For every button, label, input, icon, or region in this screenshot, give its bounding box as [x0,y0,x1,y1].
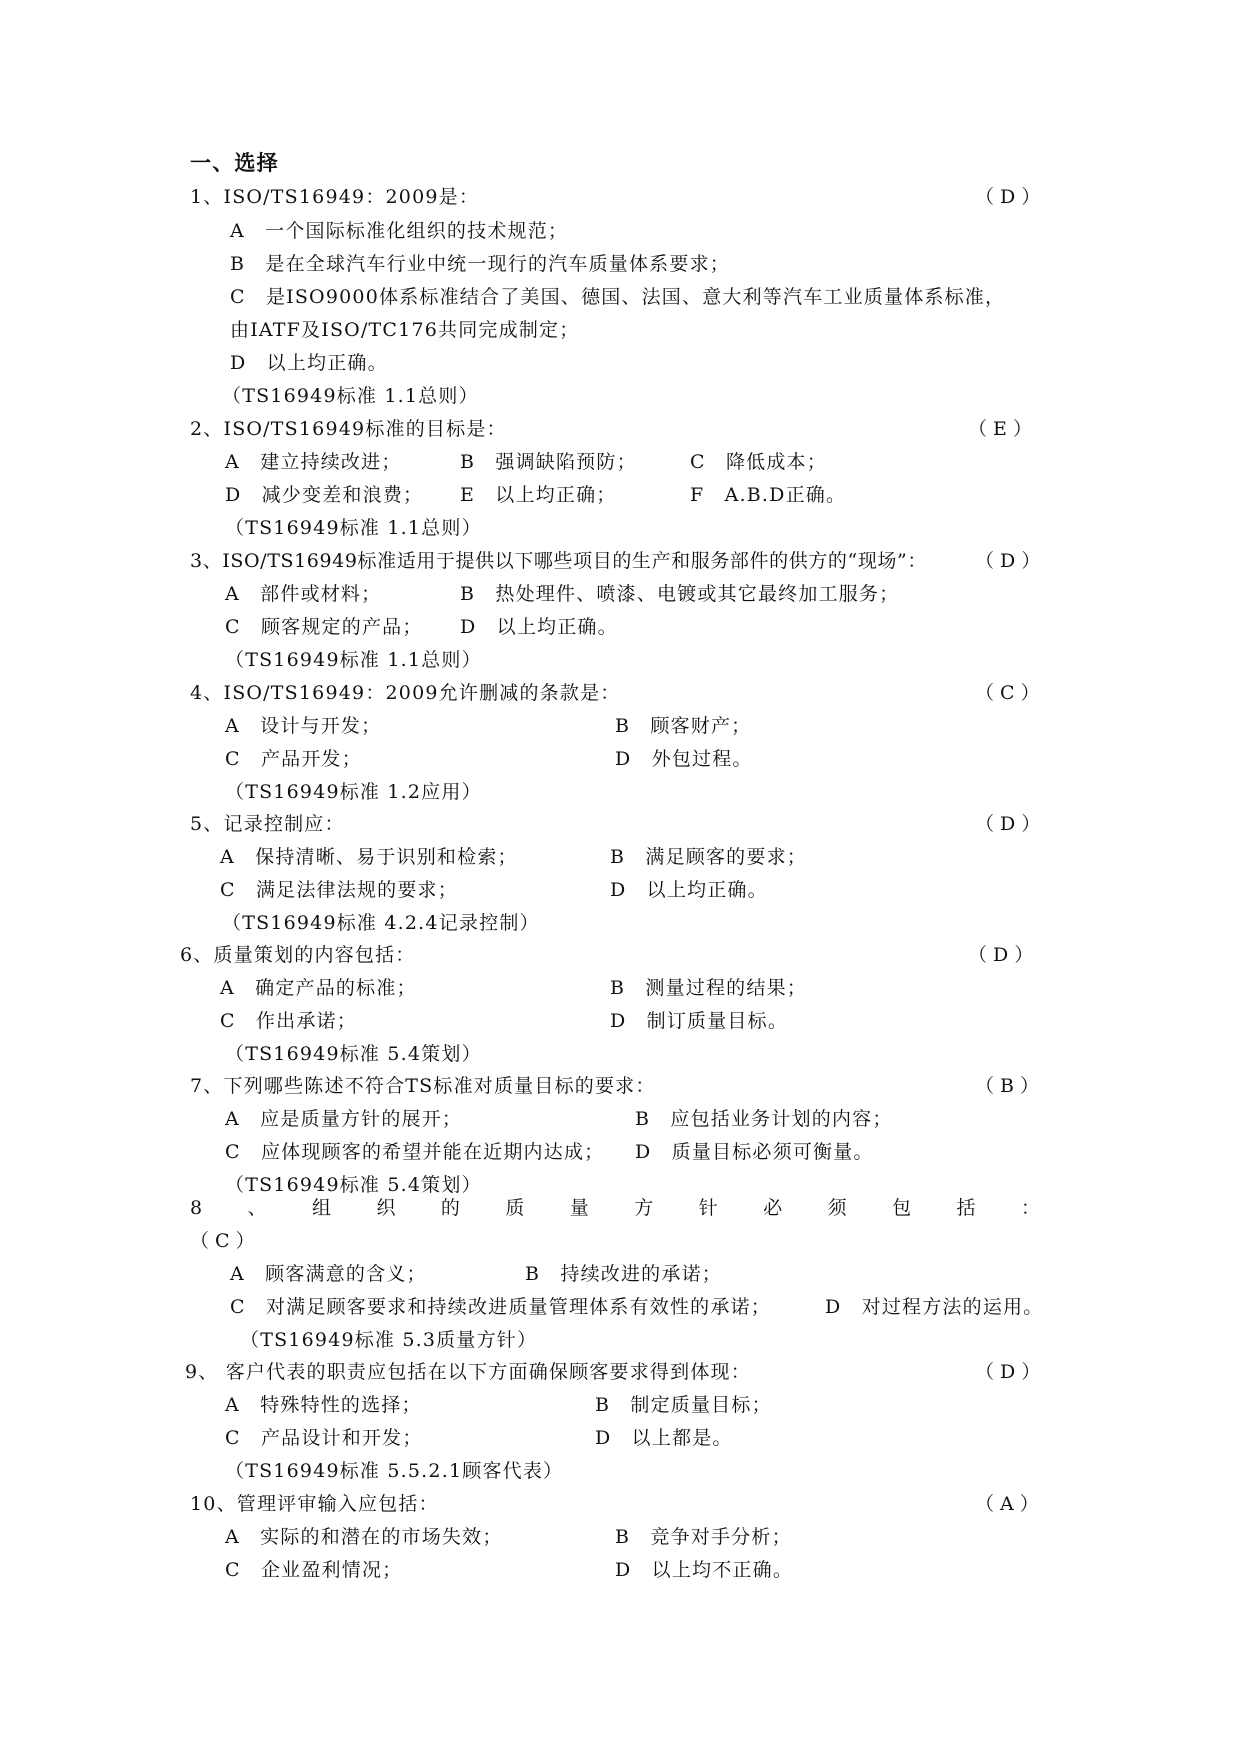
question-2-answer: （ E ） [968,418,1032,440]
question-9-option-b: B 制定质量目标； [595,1394,772,1416]
question-8-stem-char: 包 [892,1197,912,1219]
question-8-answer: （ C ） [190,1230,255,1252]
question-1-option-a: A 一个国际标准化组织的技术规范； [230,220,569,242]
question-1-option-c-cont: 由IATF及ISO/TC176共同完成制定； [230,319,580,341]
question-9-answer: （ D ） [975,1361,1041,1383]
question-2-stem: 2、ISO/TS16949标准的目标是： [190,418,507,440]
question-8-option-d: D 对过程方法的运用。 [825,1296,1044,1318]
question-3-option-a: A 部件或材料； [225,583,382,605]
question-8-stem-char: 、 [247,1197,267,1219]
question-1-option-c: C 是ISO9000体系标准结合了美国、德国、法国、意大利等汽车工业质量体系标准， [230,286,1006,308]
question-3-answer: （ D ） [975,550,1041,572]
question-7-option-b: B 应包括业务计划的内容； [635,1108,893,1130]
question-9-reference: （TS16949标准 5.5.2.1顾客代表） [225,1460,564,1482]
question-8-stem-char: 方 [634,1197,654,1219]
question-8-option-a: A 顾客满意的含义； [230,1263,427,1285]
question-8-stem-char: 组 [311,1197,331,1219]
question-10-option-d: D 以上均不正确。 [615,1559,794,1581]
question-9-stem: 9、 客户代表的职责应包括在以下方面确保顾客要求得到体现： [185,1361,751,1383]
question-8-stem-char: 量 [569,1197,589,1219]
question-9-option-a: A 特殊特性的选择； [225,1394,422,1416]
question-1-stem: 1、ISO/TS16949：2009是： [190,186,480,208]
question-8-option-b: B 持续改进的承诺； [525,1263,722,1285]
question-5-reference: （TS16949标准 4.2.4记录控制） [222,912,540,934]
question-8-stem-char: 织 [376,1197,396,1219]
question-8-reference: （TS16949标准 5.3质量方针） [240,1329,538,1351]
question-1-option-d: D 以上均正确。 [230,352,388,374]
question-8-stem-char: 8 [190,1197,203,1219]
question-8-stem-char: 须 [827,1197,847,1219]
question-6-option-c: C 作出承诺； [220,1010,357,1032]
question-2-option-b: B 强调缺陷预防； [460,451,637,473]
question-4-answer: （ C ） [975,682,1040,704]
question-6-reference: （TS16949标准 5.4策划） [225,1043,482,1065]
question-2-option-d: D 减少变差和浪费； [225,484,424,506]
question-5-option-c: C 满足法律法规的要求； [220,879,458,901]
question-8-stem-char: 针 [698,1197,718,1219]
question-1-reference: （TS16949标准 1.1总则） [222,385,479,407]
question-6-answer: （ D ） [968,944,1034,966]
question-8-stem-char: ： [1020,1197,1040,1219]
question-2-option-f: F A.B.D正确。 [690,484,847,506]
question-3-reference: （TS16949标准 1.1总则） [225,649,482,671]
question-5-option-b: B 满足顾客的要求； [610,846,807,868]
question-6-option-a: A 确定产品的标准； [220,977,417,999]
question-2-option-a: A 建立持续改进； [225,451,402,473]
question-10-answer: （ A ） [975,1493,1039,1515]
question-10-stem: 10、管理评审输入应包括： [190,1493,439,1515]
question-10-option-b: B 竞争对手分析； [615,1526,792,1548]
question-5-stem: 5、记录控制应： [190,813,345,835]
question-1-option-b: B 是在全球汽车行业中统一现行的汽车质量体系要求； [230,253,730,275]
question-7-answer: （ B ） [975,1075,1040,1097]
question-4-option-c: C 产品开发； [225,748,362,770]
question-7-option-a: A 应是质量方针的展开； [225,1108,463,1130]
section-title: 一、选择 [190,150,279,175]
question-8-stem-char: 必 [763,1197,783,1219]
question-3-option-d: D 以上均正确。 [460,616,618,638]
question-6-stem: 6、质量策划的内容包括： [180,944,416,966]
question-4-option-a: A 设计与开发； [225,715,382,737]
question-2-option-e: E 以上均正确； [460,484,617,506]
question-8-option-c: C 对满足顾客要求和持续改进质量管理体系有效性的承诺； [230,1296,771,1318]
question-4-option-b: B 顾客财产； [615,715,752,737]
question-10-option-c: C 企业盈利情况； [225,1559,403,1581]
question-1-answer: （ D ） [975,186,1041,208]
question-3-option-b: B 热处理件、喷漆、电镀或其它最终加工服务； [460,583,900,605]
question-7-option-c: C 应体现顾客的希望并能在近期内达成； [225,1141,605,1163]
question-8-stem [190,1195,1040,1221]
question-6-option-b: B 测量过程的结果； [610,977,807,999]
question-8-stem-char: 质 [505,1197,525,1219]
question-4-reference: （TS16949标准 1.2应用） [225,781,482,803]
question-3-option-c: C 顾客规定的产品； [225,616,423,638]
question-5-option-d: D 以上均正确。 [610,879,768,901]
question-5-option-a: A 保持清晰、易于识别和检索； [220,846,518,868]
question-8-stem-char: 括 [956,1197,976,1219]
question-3-stem: 3、ISO/TS16949标准适用于提供以下哪些项目的生产和服务部件的供方的“现场”： [190,550,927,572]
question-5-answer: （ D ） [975,813,1041,835]
question-7-reference: （TS16949标准 5.4策划） [225,1174,482,1196]
question-7-option-d: D 质量目标必须可衡量。 [635,1141,874,1163]
question-6-option-d: D 制订质量目标。 [610,1010,789,1032]
question-2-reference: （TS16949标准 1.1总则） [225,517,482,539]
question-10-option-a: A 实际的和潜在的市场失效； [225,1526,503,1548]
question-8-stem-char: 的 [440,1197,460,1219]
question-9-option-c: C 产品设计和开发； [225,1427,423,1449]
question-4-option-d: D 外包过程。 [615,748,753,770]
question-2-option-c: C 降低成本； [690,451,827,473]
question-4-stem: 4、ISO/TS16949：2009允许删减的条款是： [190,682,621,704]
question-9-option-d: D 以上都是。 [595,1427,733,1449]
question-7-stem: 7、下列哪些陈述不符合TS标准对质量目标的要求： [190,1075,656,1097]
